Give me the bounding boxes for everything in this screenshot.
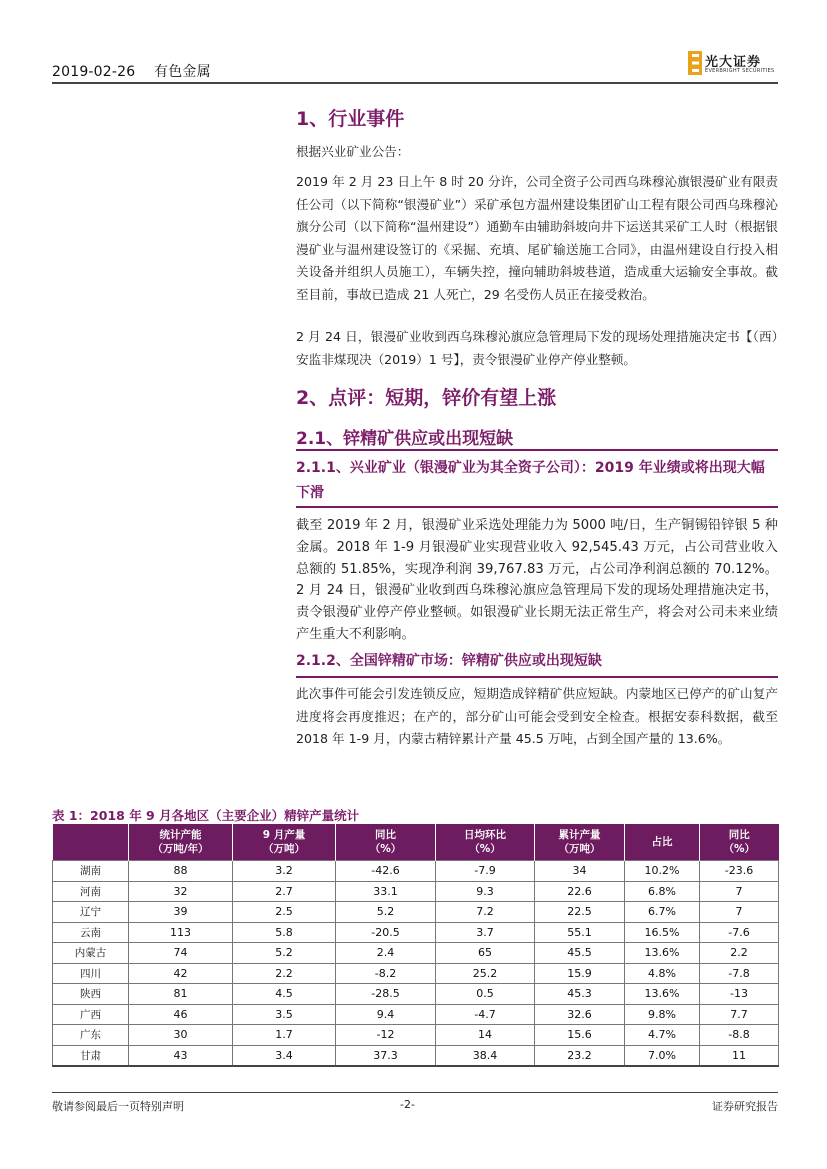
table-cell: 0.5 — [436, 984, 535, 1005]
table-header-cell: 9 月产量 （万吨） — [233, 824, 336, 861]
table-cell: 15.6 — [535, 1025, 625, 1046]
footer-report-type: 证券研究报告 — [712, 1100, 778, 1113]
table-cell: 43 — [129, 1045, 233, 1066]
table-cell: 45.3 — [535, 984, 625, 1005]
table-cell: 46 — [129, 1004, 233, 1025]
table-row — [53, 963, 779, 984]
table-cell-region: 湖南 — [53, 861, 129, 882]
table-cell: -42.6 — [336, 861, 436, 882]
table-cell: 22.6 — [535, 881, 625, 902]
table-cell: 2.4 — [336, 943, 436, 964]
logo-chinese-name: 光大证券 — [705, 55, 762, 70]
table-row — [53, 1025, 779, 1046]
table-cell: -28.5 — [336, 984, 436, 1005]
table-cell: 39 — [129, 902, 233, 923]
table-cell: 30 — [129, 1025, 233, 1046]
table-cell: 5.8 — [233, 922, 336, 943]
table-cell: -7.6 — [700, 922, 779, 943]
table-cell-region: 内蒙古 — [53, 943, 129, 964]
table-cell: -12 — [336, 1025, 436, 1046]
table-cell: 88 — [129, 861, 233, 882]
table-cell: -7.9 — [436, 861, 535, 882]
table-cell: 22.5 — [535, 902, 625, 923]
table-header-row — [53, 824, 779, 861]
section-2-1-2-title: 2.1.2、全国锌精矿市场：锌精矿供应或出现短缺 — [296, 653, 602, 669]
table-cell: 34 — [535, 861, 625, 882]
everbright-logo-icon — [688, 51, 702, 75]
table-cell: 6.8% — [625, 881, 700, 902]
table-cell: 23.2 — [535, 1045, 625, 1066]
table-cell: 2.2 — [700, 943, 779, 964]
table-row — [53, 943, 779, 964]
table-cell: 7.2 — [436, 902, 535, 923]
table-cell: 32 — [129, 881, 233, 902]
table-cell-region: 云南 — [53, 922, 129, 943]
section-2-1-1-title: 2.1.1、兴业矿业（银漫矿业为其全资子公司）：2019 年业绩或将出现大幅下滑 — [296, 460, 765, 501]
table-body — [53, 861, 779, 1067]
table-cell: 45.5 — [535, 943, 625, 964]
table-row — [53, 1004, 779, 1025]
table-header-cell: 累计产量 （万吨） — [535, 824, 625, 861]
logo-english-name: EVERBRIGHT SECURITIES — [705, 68, 775, 74]
table-header-cell: 占比 — [625, 824, 700, 861]
section-2-1-title: 2.1、锌精矿供应或出现短缺 — [296, 429, 514, 449]
table-cell: 4.7% — [625, 1025, 700, 1046]
table-cell: 74 — [129, 943, 233, 964]
table-cell: -8.8 — [700, 1025, 779, 1046]
table-cell: 9.8% — [625, 1004, 700, 1025]
table-cell: 25.2 — [436, 963, 535, 984]
table-cell: 4.8% — [625, 963, 700, 984]
table-cell: 9.3 — [436, 881, 535, 902]
section-1-paragraph-2: 2 月 24 日，银漫矿业收到西乌珠穆沁旗应急管理局下发的现场处理措施决定书【（西）安监非煤现决（2019）1 号】，责令银漫矿业停产停业整顿。 — [296, 329, 778, 367]
table-cell: 16.5% — [625, 922, 700, 943]
table-row — [53, 881, 779, 902]
table-cell: 5.2 — [336, 902, 436, 923]
table-cell: 4.5 — [233, 984, 336, 1005]
table-header-cell: 统计产能 （万吨/年） — [129, 824, 233, 861]
table-cell: -23.6 — [700, 861, 779, 882]
table-cell: 65 — [436, 943, 535, 964]
table-cell: -20.5 — [336, 922, 436, 943]
section-2-1-1-underline — [296, 506, 778, 508]
table-cell: 38.4 — [436, 1045, 535, 1066]
table-cell: 14 — [436, 1025, 535, 1046]
table-cell: 2.2 — [233, 963, 336, 984]
table-cell: 2.7 — [233, 881, 336, 902]
table-cell-region: 辽宁 — [53, 902, 129, 923]
section-2-1-2-paragraph: 此次事件可能会引发连锁反应，短期造成锌精矿供应短缺。内蒙地区已停产的矿山复产进度将会再度推迟；在产的，部分矿山可能会受到安全检查。根据安泰科数据，截至 2018 年 1-9 月，内蒙古精锌累计产量 45.5 万吨，占到全国产量的 13.6%。 — [296, 686, 778, 746]
table-header-cell — [53, 824, 129, 861]
section-2-title: 2、点评：短期，锌价有望上涨 — [296, 387, 557, 409]
table-cell-region: 陕西 — [53, 984, 129, 1005]
section-2-1-1-paragraph: 截至 2019 年 2 月，银漫矿业采选处理能力为 5000 吨/日，生产铜锡铅锌银 5 种金属。2018 年 1-9 月银漫矿业实现营业收入 92,545.43 万元，占公司营业收入总额的 51.85%，实现净利润 39,767.83 万元，占公司净利润总额的 70.12%。2 月 24 日，银漫矿业收到西乌珠穆沁旗应急管理局下发的现场处理措施决定书，责令银漫矿业停产停业整顿。如银漫矿业长期无法正常生产，将会对公司未来业绩产生重大不利影响。 — [296, 518, 778, 642]
table-cell: 15.9 — [535, 963, 625, 984]
table-header-cell: 日均环比 （%） — [436, 824, 535, 861]
table-cell: -7.8 — [700, 963, 779, 984]
report-header-meta — [52, 61, 211, 81]
table-cell: 13.6% — [625, 943, 700, 964]
table-row — [53, 1045, 779, 1066]
table-cell: -4.7 — [436, 1004, 535, 1025]
table-row — [53, 861, 779, 882]
table-cell: 1.7 — [233, 1025, 336, 1046]
table-cell: 33.1 — [336, 881, 436, 902]
table-cell: 7.0% — [625, 1045, 700, 1066]
table-row — [53, 902, 779, 923]
table-cell: 7 — [700, 902, 779, 923]
table-cell: 3.5 — [233, 1004, 336, 1025]
table-header-cell: 同比 （%） — [336, 824, 436, 861]
table-cell: 3.4 — [233, 1045, 336, 1066]
section-1-paragraph-1: 2019 年 2 月 23 日上午 8 时 20 分许，公司全资子公司西乌珠穆沁旗银漫矿业有限责任公司（以下简称“银漫矿业”）采矿承包方温州建设集团矿山工程有限公司西乌珠穆沁旗分公司（以下简称“温州建设”）通勤车由辅助斜坡向井下运送其采矿工人时（根据银漫矿业与温州建设签订的《采掘、充填、尾矿输送施工合同》，由温州建设自行投入相关设备并组织人员施工），车辆失控，撞向辅助斜坡巷道，造成重大运输安全事故。截至目前，事故已造成 21 人死亡，29 名受伤人员正在接受救治。 — [296, 174, 778, 302]
table-cell-region: 广东 — [53, 1025, 129, 1046]
table-title: 表 1：2018 年 9 月各地区（主要企业）精锌产量统计 — [52, 808, 360, 823]
table-cell-region: 河南 — [53, 881, 129, 902]
table-cell: 7.7 — [700, 1004, 779, 1025]
table-cell: 11 — [700, 1045, 779, 1066]
table-cell: 37.3 — [336, 1045, 436, 1066]
table-cell: 3.7 — [436, 922, 535, 943]
table-cell-region: 广西 — [53, 1004, 129, 1025]
table-cell: 113 — [129, 922, 233, 943]
section-2-1-underline — [296, 449, 778, 451]
table-cell: 32.6 — [535, 1004, 625, 1025]
report-sector: 有色金属 — [154, 64, 211, 80]
table-cell: -13 — [700, 984, 779, 1005]
table-cell: 3.2 — [233, 861, 336, 882]
section-2-1-2-underline — [296, 676, 778, 678]
table-cell: 10.2% — [625, 861, 700, 882]
footer-disclaimer: 敬请参阅最后一页特别声明 — [52, 1100, 184, 1113]
table-cell: 5.2 — [233, 943, 336, 964]
report-date: 2019-02-26 — [52, 64, 136, 80]
table-cell: -8.2 — [336, 963, 436, 984]
table-cell: 2.5 — [233, 902, 336, 923]
table-cell: 42 — [129, 963, 233, 984]
table-row — [53, 984, 779, 1005]
table-cell-region: 甘肃 — [53, 1045, 129, 1066]
company-logo — [688, 51, 778, 77]
zinc-production-table — [52, 824, 779, 1067]
footer-divider — [52, 1092, 778, 1093]
section-1-intro: 根据兴业矿业公告： — [296, 144, 410, 159]
page-number: -2- — [400, 1098, 415, 1111]
table-cell: 13.6% — [625, 984, 700, 1005]
table-cell: 55.1 — [535, 922, 625, 943]
header-divider — [52, 82, 778, 84]
section-1-title: 1、行业事件 — [296, 108, 405, 130]
table-row — [53, 922, 779, 943]
table-cell: 81 — [129, 984, 233, 1005]
table-cell: 7 — [700, 881, 779, 902]
table-cell: 9.4 — [336, 1004, 436, 1025]
table-header-cell: 同比 （%） — [700, 824, 779, 861]
table-cell-region: 四川 — [53, 963, 129, 984]
table-cell: 6.7% — [625, 902, 700, 923]
